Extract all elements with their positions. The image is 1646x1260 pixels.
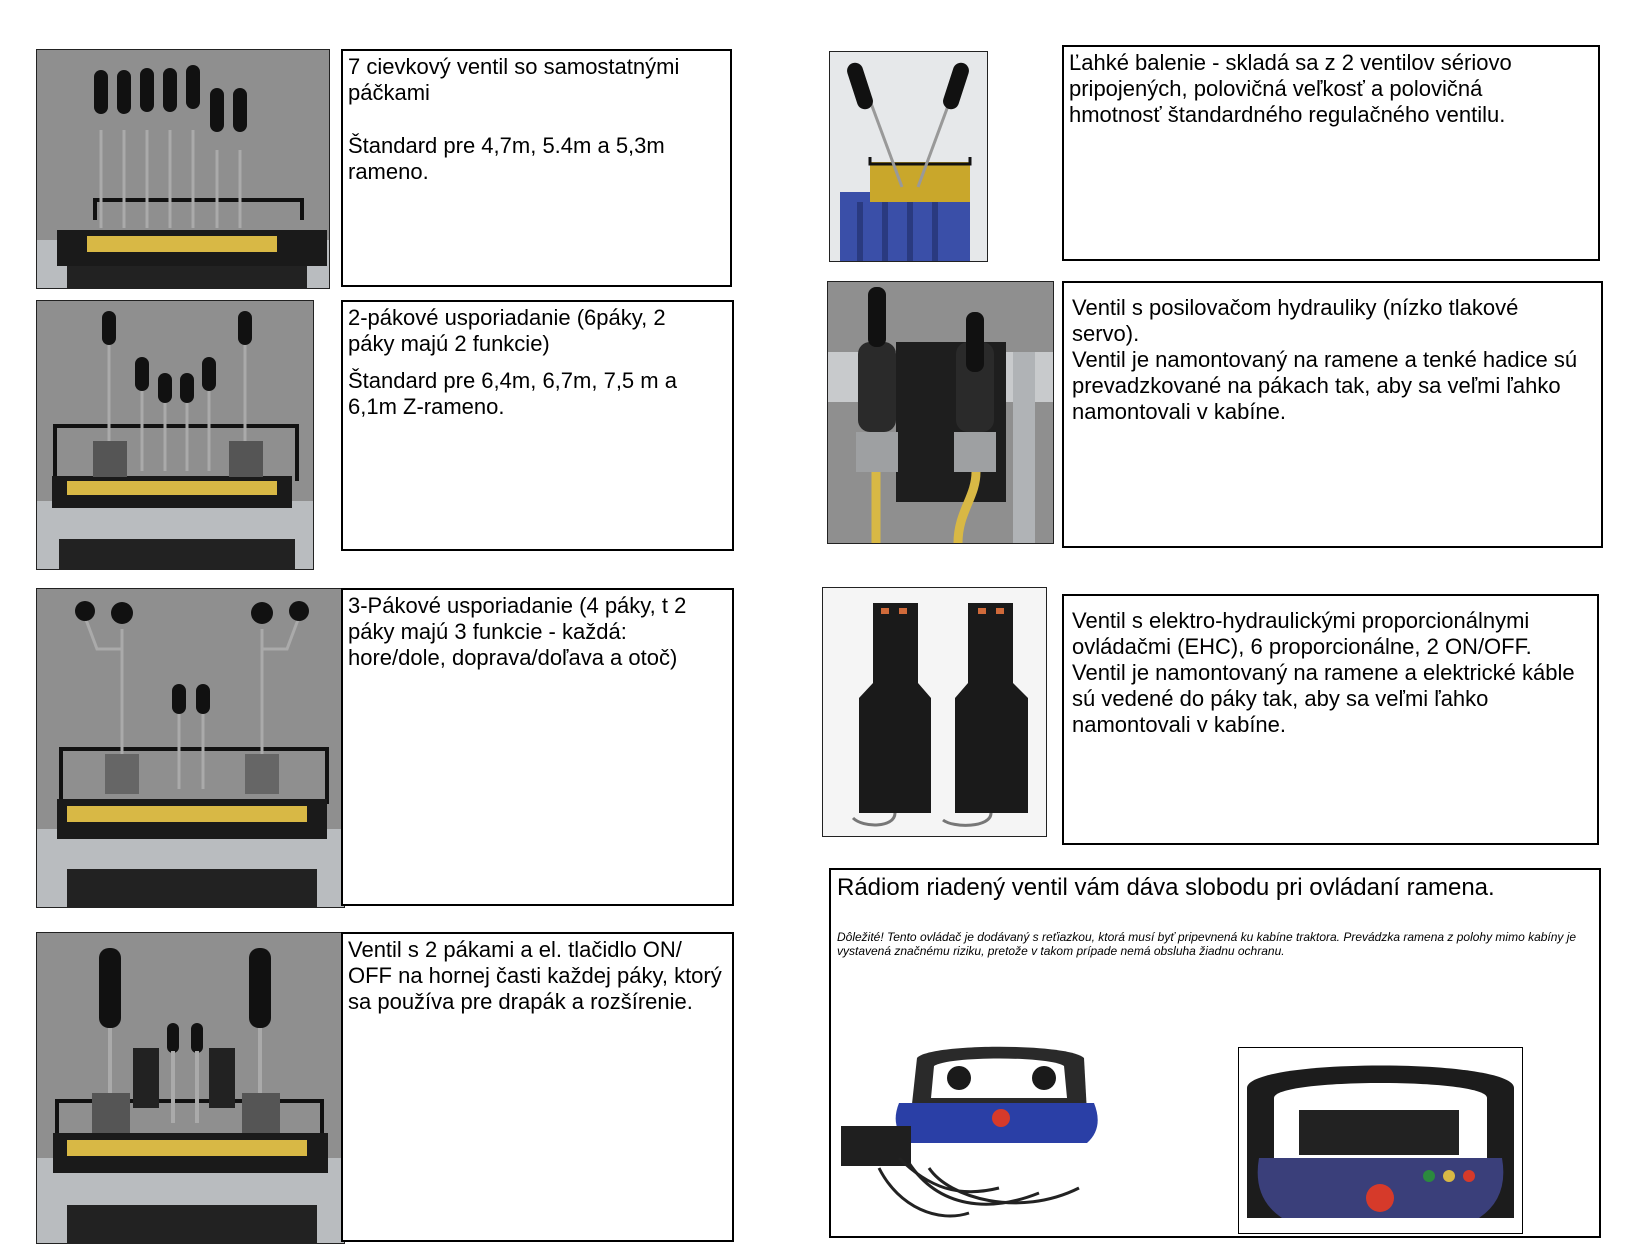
two-joystick-valve-image — [37, 301, 313, 569]
two-joystick-valve-textbox — [341, 300, 734, 551]
ehc-joysticks-photo — [822, 587, 1047, 837]
seven-lever-valve-image — [37, 50, 329, 288]
ehc-joysticks-text: Ventil s elektro-hydraulickými proporcionálnymi ovládačmi (EHC), 6 proporcionálne, 2 ON/OFF. Ventil je namontovaný na ramene a elektrické káble sú vedené do páky tak, aby sa veľmi ľahko namontovali v kabíne. — [1072, 608, 1575, 737]
servo-valve-joysticks-textbox — [1062, 281, 1603, 548]
radio-remote-note: Dôležité! Tento ovládač je dodávaný s reťiazkou, ktorá musí byť pripevnená ku kabíne traktora. Prevádzka ramena z polohy mimo kabíny je vystavená značnému riziku, pretože v takom prípade nemá obsluha žiadnu ochranu. — [837, 930, 1577, 958]
radio-remote-front-image — [1238, 1047, 1523, 1234]
two-lever-electric-button-valve-photo — [36, 932, 345, 1244]
ehc-joysticks-textbox — [1062, 594, 1599, 845]
servo-valve-joysticks-text: Ventil s posilovačom hydrauliky (nízko tlakové servo). Ventil je namontovaný na ramene a tenké hadice sú prevadzkované na pákach tak, aby sa veľmi ľahko namontovali v kabíne. — [1072, 295, 1578, 424]
seven-lever-valve-description: Štandard pre 4,7m, 5.4m a 5,3m rameno. — [348, 133, 665, 184]
light-package-valve-textbox — [1062, 45, 1600, 261]
two-lever-electric-button-valve-image — [37, 933, 344, 1243]
radio-remote-with-cables-image — [839, 1038, 1111, 1228]
three-function-lever-valve-image — [37, 589, 344, 907]
seven-lever-valve-textbox — [341, 49, 732, 287]
seven-lever-valve-photo — [36, 49, 330, 289]
light-package-valve-text: Ľahké balenie - skladá sa z 2 ventilov sériovo pripojených, polovičná veľkosť a polovičná hmotnosť štandardného regulačného ventilu. — [1069, 50, 1512, 127]
two-lever-electric-button-valve-heading: Ventil s 2 pákami a el. tlačidlo ON/ OFF na hornej časti každej páky, ktorý sa používa pre drapák a rozšírenie. — [348, 937, 722, 1014]
light-package-valve-photo — [829, 51, 988, 262]
three-function-lever-valve-photo — [36, 588, 345, 908]
two-lever-electric-button-valve-textbox — [341, 932, 734, 1242]
radio-remote-title: Rádiom riadený ventil vám dáva slobodu pri ovládaní ramena. — [837, 874, 1495, 901]
servo-valve-joysticks-image — [828, 282, 1053, 543]
ehc-joysticks-image — [823, 588, 1046, 836]
light-package-valve-image — [830, 52, 987, 261]
servo-valve-joysticks-photo — [827, 281, 1054, 544]
two-joystick-valve-photo — [36, 300, 314, 570]
seven-lever-valve-heading: 7 cievkový ventil so samostatnými páčkami — [348, 54, 680, 105]
two-joystick-valve-heading: 2-pákové usporiadanie (6páky, 2 páky majú 2 funkcie) — [348, 305, 666, 356]
two-joystick-valve-description: Štandard pre 6,4m, 6,7m, 7,5 m a 6,1m Z-rameno. — [348, 368, 677, 419]
three-function-lever-valve-textbox — [341, 588, 734, 906]
radio-remote-panel — [829, 868, 1601, 1238]
three-function-lever-valve-heading: 3-Pákové usporiadanie (4 páky, t 2 páky majú 3 funkcie - každá: hore/dole, doprava/doľava a otoč) — [348, 593, 687, 670]
